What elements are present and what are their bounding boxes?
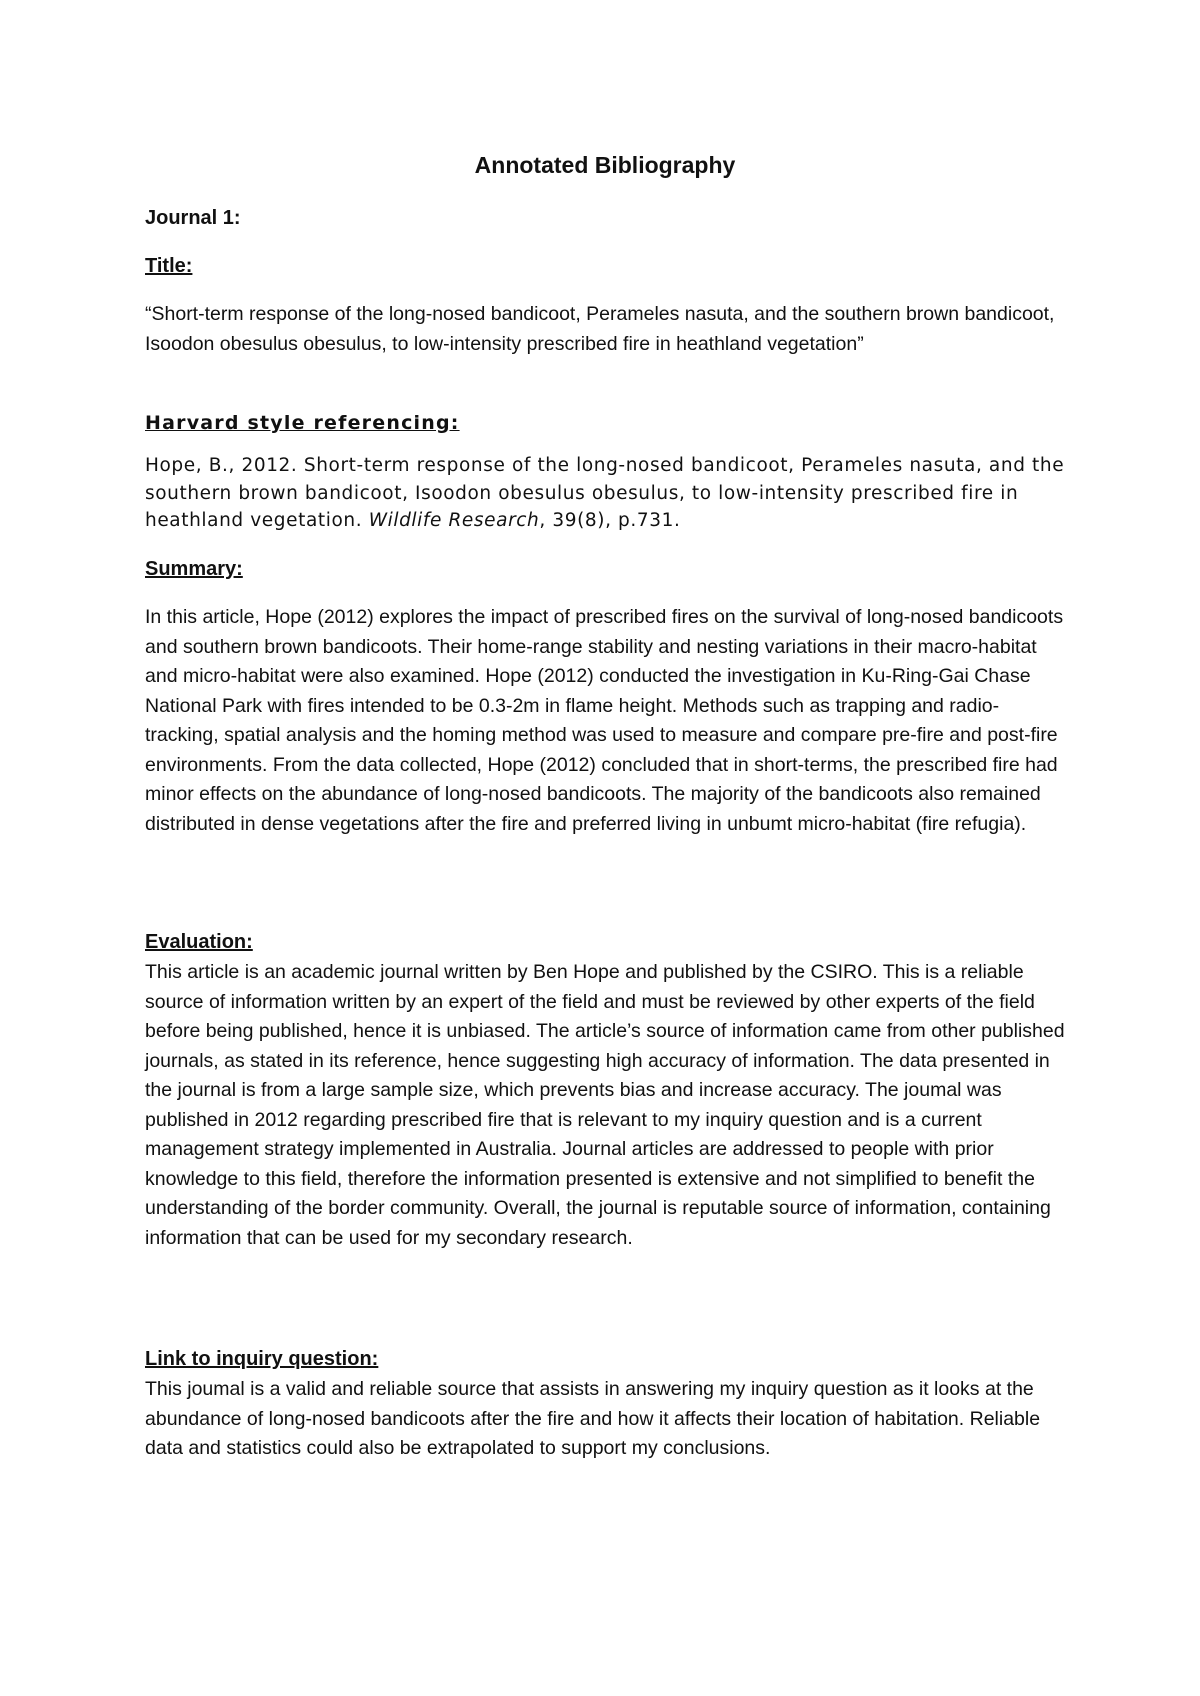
title-heading: Title:: [145, 255, 193, 277]
harvard-heading: Harvard style referencing:: [145, 412, 460, 434]
link-heading: Link to inquiry question:: [145, 1348, 379, 1370]
article-title: “Short-term response of the long-nosed bandicoot, Perameles nasuta, and the southern brown bandicoot, Isoodon obesulus obesulus, to low-intensity prescribed fire in heathland vegetation”: [145, 303, 1055, 355]
document-title: Annotated Bibliography: [474, 152, 736, 178]
journal-label: Journal 1:: [145, 207, 241, 229]
document-page: [145, 0, 1065, 1696]
reference-volume-page: , 39(8), p.731.: [539, 510, 681, 531]
summary-text: In this article, Hope (2012) explores the impact of prescribed fires on the survival of long-nosed bandicoots and southern brown bandicoots. Their home-range stability and nesting variations in their macro-habitat and micro-habitat were also examined. Hope (2012) conducted the investigation in Ku-Ring-Gai Chase National Park with fires intended to be 0.3-2m in flame height. Methods such as trapping and radio-tracking, spatial analysis and the homing method was used to measure and compare pre-fire and post-fire environments. From the data collected, Hope (2012) concluded that in short-terms, the prescribed fire had minor effects on the abundance of long-nosed bandicoots. The majority of the bandicoots also remained distributed in dense vegetations after the fire and preferred living in unbumt micro-habitat (fire refugia).: [145, 606, 1064, 835]
link-text: This joumal is a valid and reliable source that assists in answering my inquiry question as it looks at the abundance of long-nosed bandicoots after the fire and how it affects their location of habitation. Reliable data and statistics could also be extrapolated to support my conclusions.: [145, 1378, 1041, 1459]
harvard-reference: [145, 452, 1065, 535]
evaluation-text: This article is an academic journal written by Ben Hope and published by the CSIRO. This is a reliable source of information written by an expert of the field and must be reviewed by other experts of the field before being published, hence it is unbiased. The article’s source of information came from other published journals, as stated in its reference, hence suggesting high accuracy of information. The data presented in the journal is from a large sample size, which prevents bias and increase accuracy. The joumal was published in 2012 regarding prescribed fire that is relevant to my inquiry question and is a current management strategy implemented in Australia. Journal articles are addressed to people with prior knowledge to this field, therefore the information presented is extensive and not simplified to benefit the understanding of the border community. Overall, the journal is reputable source of information, containing information that can be used for my secondary research.: [145, 961, 1065, 1249]
evaluation-heading: Evaluation:: [145, 931, 253, 953]
reference-text: Hope, B., 2012. Short-term response of the long-nosed bandicoot, Perameles nasuta, and the southern brown bandicoot, Isoodon obesulus obesulus, to low-intensity prescribed fire in heathland vegetation.: [145, 455, 1065, 531]
reference-journal-name: Wildlife Research: [368, 510, 540, 531]
summary-heading: Summary:: [145, 558, 243, 580]
